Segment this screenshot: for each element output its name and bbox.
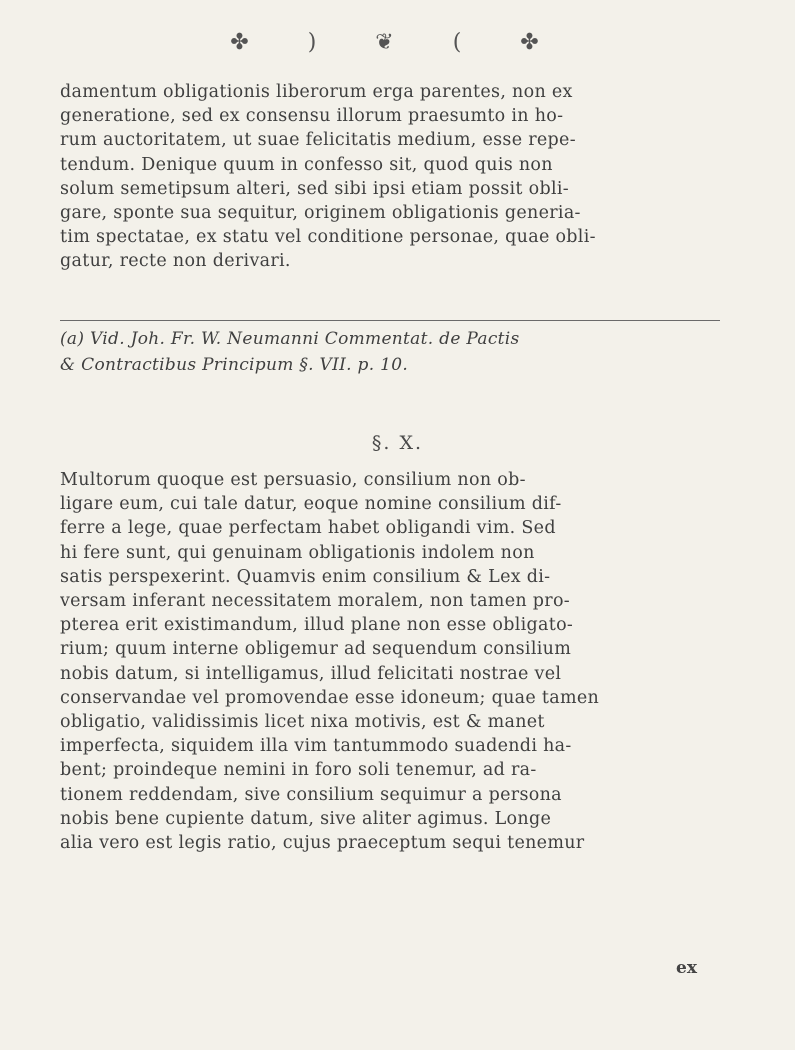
footnote — [60, 326, 725, 378]
text-line: generatione, sed ex consensu illorum praesumto in ho- — [60, 106, 564, 127]
text-line: ferre a lege, quae perfectam habet obligandi vim. Sed — [60, 518, 556, 539]
text-line: alia vero est legis ratio, cujus praeceptum sequi tenemur — [60, 833, 585, 854]
text-line: tionem reddendam, sive consilium sequimur a persona — [60, 784, 562, 805]
text-line: satis perspexerint. Quamvis enim consilium & Lex di- — [60, 566, 551, 587]
header-ornament: ✤ ) ❦ ( ✤ — [230, 30, 565, 55]
text-line: obligatio, validissimis licet nixa motivis, est & manet — [60, 712, 545, 733]
paragraph-1 — [60, 80, 725, 274]
catchword: ex — [676, 958, 697, 978]
text-line: gare, sponte sua sequitur, originem obligationis generia- — [60, 203, 581, 224]
text-line: damentum obligationis liberorum erga parentes, non ex — [60, 82, 573, 102]
text-line: hi fere sunt, qui genuinam obligationis indolem non — [60, 542, 535, 563]
text-line: bent; proindeque nemini in foro soli tenemur, ad ra- — [60, 760, 537, 781]
text-line: versam inferant necessitatem moralem, non tamen pro- — [60, 591, 571, 612]
footnote-line: & Contractibus Principum §. VII. p. 10. — [60, 355, 409, 375]
text-line: conservandae vel promovendae esse idoneum; quae tamen — [60, 687, 600, 708]
text-line: rum auctoritatem, ut suae felicitatis medium, esse repe- — [60, 130, 576, 151]
text-line: nobis datum, si intelligamus, illud felicitati nostrae vel — [60, 663, 562, 684]
text-line: nobis bene cupiente datum, sive aliter agimus. Longe — [60, 808, 552, 829]
text-line: rium; quum interne obligemur ad sequendum consilium — [60, 639, 572, 660]
text-line: Multorum quoque est persuasio, consilium non ob- — [60, 470, 526, 490]
text-line: solum semetipsum alteri, sed sibi ipsi etiam possit obli- — [60, 178, 569, 199]
paragraph-2 — [60, 468, 725, 855]
text-line: gatur, recte non derivari. — [60, 251, 291, 272]
footnote-line: (a) Vid. Joh. Fr. W. Neumanni Commentat. de Pactis — [60, 329, 520, 349]
text-line: pterea erit existimandum, illud plane non esse obligato- — [60, 615, 574, 636]
text-line: tendum. Denique quum in confesso sit, quod quis non — [60, 154, 553, 175]
section-heading: §. X. — [371, 432, 424, 454]
footnote-rule — [60, 320, 720, 321]
text-line: tim spectatae, ex statu vel conditione personae, quae obli- — [60, 227, 596, 248]
text-line: ligare eum, cui tale datur, eoque nomine consilium dif- — [60, 494, 562, 515]
text-line: imperfecta, siquidem illa vim tantummodo suadendi ha- — [60, 736, 572, 757]
